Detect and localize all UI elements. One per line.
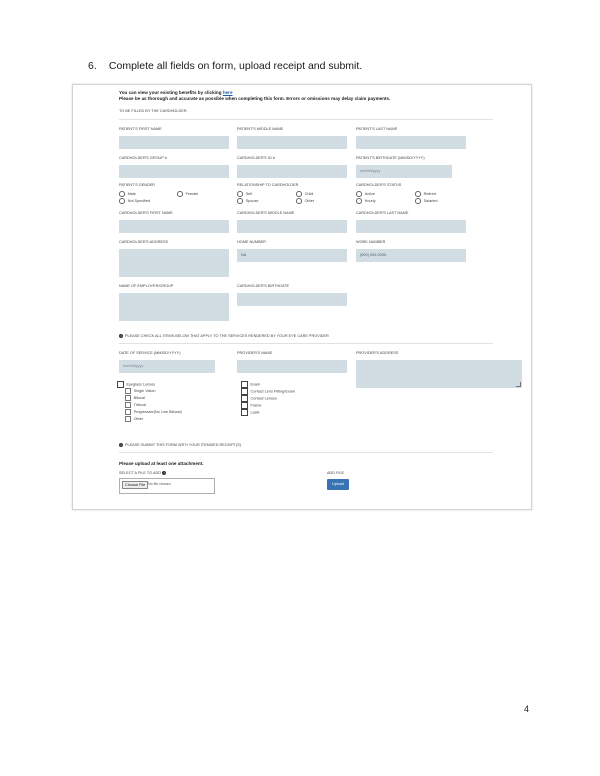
service-other[interactable] xyxy=(125,416,143,422)
date-of-service-input[interactable] xyxy=(119,360,215,373)
gender-female-radio[interactable] xyxy=(177,191,198,197)
status-salaried-radio[interactable] xyxy=(415,198,438,204)
service-contact-lenses[interactable] xyxy=(241,395,277,402)
status-active-radio[interactable] xyxy=(356,191,375,197)
page-number: 4 xyxy=(524,704,530,714)
work-number-placeholder: (000) 000-0000 xyxy=(360,253,386,257)
group-label: CARDHOLDER'S GROUP # xyxy=(119,156,167,160)
patient-first-input[interactable] xyxy=(119,136,229,149)
cardholder-middle-input[interactable] xyxy=(237,220,347,233)
checkbox-label: Other xyxy=(133,416,144,421)
benefits-link[interactable]: here xyxy=(222,90,233,95)
status-retired-radio[interactable] xyxy=(415,191,436,197)
service-exam[interactable] xyxy=(241,381,260,388)
radio-circle xyxy=(415,191,421,197)
divider xyxy=(119,119,493,120)
radio-label: Active xyxy=(364,191,375,196)
checkbox xyxy=(241,381,248,388)
services-notice xyxy=(119,334,329,339)
service-bifocal[interactable] xyxy=(125,395,145,401)
group-input[interactable] xyxy=(119,165,229,178)
employer-label: NAME OF EMPLOYER/GROUP xyxy=(119,284,174,288)
radio-label: Other xyxy=(304,198,315,203)
birthdate-placeholder: mm/dd/yyyy xyxy=(360,169,381,173)
info-icon: I xyxy=(120,443,122,447)
file-input[interactable] xyxy=(119,478,215,494)
service-lasik[interactable] xyxy=(241,409,259,416)
intro-text: You can view your existing benefits by clicking xyxy=(119,90,223,95)
service-eyeglass-lenses[interactable] xyxy=(117,381,155,388)
relationship-other-radio[interactable] xyxy=(296,198,314,204)
radio-circle xyxy=(237,198,243,204)
relationship-label: RELATIONSHIP TO CARDHOLDER xyxy=(237,183,299,187)
service-single-vision[interactable] xyxy=(125,388,155,394)
select-file-label xyxy=(119,471,168,476)
cardholder-first-label: CARDHOLDER'S FIRST NAME xyxy=(119,211,173,215)
employer-input[interactable] xyxy=(119,293,229,321)
checkbox xyxy=(241,409,248,416)
home-number-value: NA xyxy=(241,253,247,257)
checkbox xyxy=(125,388,131,394)
gender-male-radio[interactable] xyxy=(119,191,136,197)
radio-circle xyxy=(119,198,125,204)
radio-label: Not Specified xyxy=(127,198,151,203)
cardholder-birthdate-label: CARDHOLDER'S BIRTHDATE xyxy=(237,284,290,288)
gender-label: PATIENT'S GENDER xyxy=(119,183,156,187)
radio-circle xyxy=(177,191,183,197)
service-trifocal[interactable] xyxy=(125,402,146,408)
select-file-text: SELECT A FILE TO ADD xyxy=(119,471,161,475)
cardholder-address-label: CARDHOLDER'S ADDRESS xyxy=(119,240,169,244)
no-file-text: No file chosen xyxy=(148,482,171,486)
service-frame[interactable] xyxy=(241,402,261,409)
cardholder-middle-label: CARDHOLDER'S MIDDLE NAME xyxy=(237,211,295,215)
checkbox-label: Trifocal xyxy=(133,402,146,407)
patient-middle-input[interactable] xyxy=(237,136,347,149)
service-contact-lens-fitting[interactable] xyxy=(241,388,295,395)
radio-label: Female xyxy=(185,191,199,196)
provider-address-input[interactable] xyxy=(356,360,522,388)
radio-label: Spouse xyxy=(245,198,259,203)
step-text: Complete all fields on form, upload receipt and submit. xyxy=(108,60,363,72)
radio-circle xyxy=(356,191,362,197)
radio-circle xyxy=(296,198,302,204)
patient-first-label: PATIENT'S FIRST NAME xyxy=(119,127,162,131)
radio-circle xyxy=(237,191,243,197)
patient-last-label: PATIENT'S LAST NAME xyxy=(356,127,398,131)
relationship-self-radio[interactable] xyxy=(237,191,252,197)
claim-form-screenshot xyxy=(72,84,532,510)
patient-last-input[interactable] xyxy=(356,136,466,149)
status-label: CARDHOLDER'S STATUS xyxy=(356,183,402,187)
birthdate-input[interactable] xyxy=(356,165,452,178)
cardholder-last-label: CARDHOLDER'S LAST NAME xyxy=(356,211,409,215)
checkbox xyxy=(125,402,131,408)
relationship-child-radio[interactable] xyxy=(296,191,313,197)
receipt-notice-text: PLEASE SUBMIT THIS FORM WITH YOUR ITEMIZED RECEIPT(S) xyxy=(125,443,242,447)
date-of-service-label: DATE OF SERVICE (MM/DD/YYYY) xyxy=(119,351,181,355)
patient-middle-label: PATIENT'S MIDDLE NAME xyxy=(237,127,284,131)
services-notice-text: PLEASE CHECK ALL ITEMS BELOW THAT APPLY TO THE SERVICES RENDERED BY YOUR EYE CARE PROVIDER xyxy=(125,334,329,338)
service-progressive[interactable] xyxy=(125,409,182,415)
provider-name-label: PROVIDER'S NAME xyxy=(237,351,273,355)
cardholder-birthdate-input[interactable] xyxy=(237,293,347,306)
birthdate-label: PATIENT'S BIRTHDATE (MM/DD/YYYY) xyxy=(356,156,425,160)
checkbox-label: Progressive(No Line Bifocal) xyxy=(133,409,182,414)
date-of-service-placeholder: mm/dd/yyyy xyxy=(123,364,144,368)
checkbox xyxy=(241,388,248,395)
instruction-step xyxy=(88,60,362,72)
cardholder-last-input[interactable] xyxy=(356,220,466,233)
step-number: 6. xyxy=(88,60,97,72)
radio-label: Hourly xyxy=(364,198,376,203)
choose-file-button[interactable]: Choose File xyxy=(122,481,148,489)
radio-label: Salaried xyxy=(423,198,438,203)
id-label: CARDHOLDER'S ID # xyxy=(237,156,275,160)
gender-not-specified-radio[interactable] xyxy=(119,198,150,204)
checkbox-label: Frame xyxy=(250,403,262,408)
checkbox-label: Lasik xyxy=(250,410,260,415)
radio-circle xyxy=(415,198,421,204)
checkbox xyxy=(241,402,248,409)
cardholder-first-input[interactable] xyxy=(119,220,229,233)
receipt-notice xyxy=(119,443,241,448)
divider xyxy=(119,452,493,453)
cardholder-note: TO BE FILLED BY THE CARDHOLDER. xyxy=(119,109,188,113)
upload-button[interactable]: Upload xyxy=(327,479,349,490)
info-icon: i xyxy=(163,471,165,475)
home-number-label: HOME NUMBER xyxy=(237,240,266,244)
checkbox xyxy=(125,409,131,415)
radio-label: Male xyxy=(127,191,136,196)
checkbox xyxy=(125,395,131,401)
checkbox-label: Bifocal xyxy=(133,395,145,400)
checkbox-label: Single Vision xyxy=(133,388,156,393)
checkbox-label: Contact Lens Fitting/Exam xyxy=(250,389,296,394)
provider-name-input[interactable] xyxy=(237,360,347,373)
info-icon: I xyxy=(120,334,122,338)
cardholder-address-input[interactable] xyxy=(119,249,229,277)
work-number-input[interactable] xyxy=(356,249,466,262)
home-number-input[interactable] xyxy=(237,249,347,262)
checkbox xyxy=(125,416,131,422)
id-input[interactable] xyxy=(237,165,347,178)
resize-handle[interactable] xyxy=(516,382,521,387)
checkbox-label: Exam xyxy=(250,382,261,387)
relationship-spouse-radio[interactable] xyxy=(237,198,258,204)
provider-address-label: PROVIDER'S ADDRESS xyxy=(356,351,399,355)
divider xyxy=(119,343,493,344)
status-hourly-radio[interactable] xyxy=(356,198,376,204)
radio-circle xyxy=(356,198,362,204)
radio-label: Retired xyxy=(423,191,436,196)
checkbox xyxy=(241,395,248,402)
radio-circle xyxy=(119,191,125,197)
work-number-label: WORK NUMBER xyxy=(356,240,386,244)
checkbox-label: Contact Lenses xyxy=(250,396,277,401)
intro-line-2: Please be as thorough and accurate as possible when completing this form. Errors or omissions may delay claim payments. xyxy=(119,96,391,101)
radio-label: Self xyxy=(245,191,253,196)
upload-heading: Please upload at least one attachment. xyxy=(119,461,204,466)
radio-label: Child xyxy=(304,191,314,196)
checkbox xyxy=(117,381,124,388)
add-file-label: ADD FILE xyxy=(327,471,345,475)
checkbox-label: Eyeglass Lenses xyxy=(126,382,156,387)
radio-circle xyxy=(296,191,302,197)
